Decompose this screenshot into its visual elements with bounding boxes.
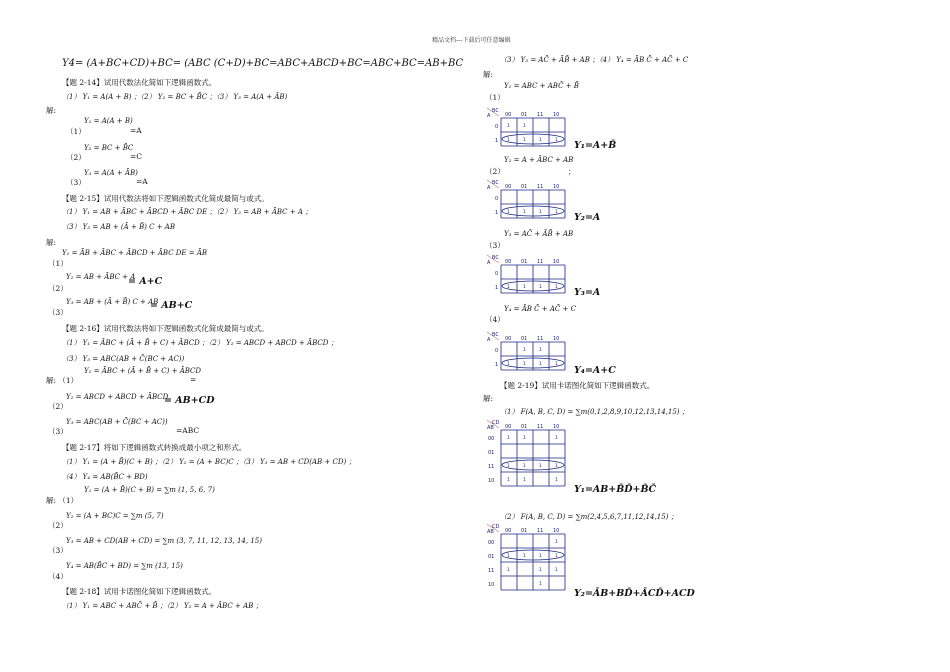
kmap-col-label: 01 [521,424,528,430]
right-line-r18: （1） F(A, B, C, D) = ∑m(0,1,2,8,9,10,12,13,14,15) ； [500,408,689,416]
kmap-col-label: 11 [537,259,544,265]
left-line-l23: Y₃ = AB + (Ā + B̄) C + AB [66,298,159,306]
right-line-r06: （2） [485,167,505,176]
right-line-r13: Y₄ = ĀB C̄ + AC̄ + C [504,305,576,313]
left-line-l14: 【题 2-15】试用代数法将如下逻辑函数式化简成最简与或式。 [62,194,269,203]
left-line-l37: =ABC [176,426,200,435]
kmap-corner-top: BC [492,332,499,338]
kmap-cell-value: 1 [555,362,558,367]
left-line-l09: （2） [66,153,86,162]
kmap-corner-top: CD [492,524,500,530]
right-line-r19: Y₁=AB+B̄D̄+B̄C̄ [574,484,657,495]
left-line-l01: Y4= (A+BC+CD)+BC= (ABC (C+D)+BC=ABC+ABCD+BC=ABC+BC=AB+BC [62,58,464,69]
left-line-l02: 【题 2-14】试用代数法化简如下逻辑函数式。 [62,78,217,87]
left-line-l22: （2） [48,284,68,293]
page-header: 精品文档---下载后可任意编辑 [432,37,511,44]
right-line-r12: Y₃=A [574,287,601,298]
kmap-row-label: 01 [488,554,495,560]
kmap-corner-left: AB [487,425,494,431]
kmap-corner-left: AB [487,529,494,535]
kmap-cell-value: 1 [555,554,558,559]
kmap-row-label: 1 [495,285,499,291]
kmap-col-label: 00 [505,112,512,118]
kmap-col-label: 10 [553,424,560,430]
right-line-r08: ； [568,167,576,176]
left-line-l50: （1） Y₁ = ABC + ABC̄ + B̄ ；（2） Y₂ = A + ĀBC + AB ； [62,602,263,610]
left-line-l29: Y₁ = ĀBC + (Ā + B̄ + C) + ĀBCD [84,367,202,375]
left-line-l46: （3） [48,546,68,555]
kmap-cell-value: 1 [507,436,510,441]
left-line-l10: =C [130,152,143,161]
left-line-l33: = AB+CD [164,395,215,406]
kmap-cell-value: 1 [523,348,526,353]
kmap-row-label: 0 [495,124,499,130]
kmap-col-label: 11 [537,336,544,342]
kmap-corner-top: BC [492,255,499,261]
kmap-col-label: 10 [553,336,560,342]
right-line-r09: Y₂=A [574,212,601,223]
kmap-col-label: 01 [521,528,528,534]
kmap-col-label: 00 [505,184,512,190]
kmap-k2 [487,180,569,222]
kmap-row-label: 1 [495,210,499,216]
kmap-cell-value: 1 [555,138,558,143]
kmap-cell-value: 1 [539,554,542,559]
kmap-col-label: 00 [505,259,512,265]
left-line-l31: = [190,375,197,384]
kmap-cell-value: 1 [539,285,542,290]
kmap-cell-value: 1 [523,478,526,483]
right-line-r05: Y₁=A+B̄ [574,140,617,151]
left-line-l24: = AB+C [150,300,193,311]
kmap-col-label: 11 [537,112,544,118]
left-line-l32: Y₂ = ABCD + ABCD + ĀBCD [66,393,169,401]
kmap-corner-top: CD [492,420,500,426]
right-line-r07: Y₂ = A + ĀBC + AB [504,156,574,164]
kmap-col-label: 10 [553,184,560,190]
kmap-col-label: 00 [505,336,512,342]
kmap-cell-value: 1 [507,138,510,143]
left-line-l35: Y₃ = ABC(AB + C̄(BC + AC)) [66,418,168,426]
left-line-l26: 【题 2-16】试用代数法将如下逻辑函数式化简成最简与或式。 [62,324,269,333]
left-line-l30: 解: （1） [46,376,79,385]
kmap-row-label: 0 [495,271,499,277]
left-line-l07: =A [130,126,142,135]
kmap-cell-value: 1 [523,124,526,129]
kmap-cell-value: 1 [539,582,542,587]
kmap-cell-value: 1 [539,210,542,215]
left-line-l28: （3） Y₃ = ABC(AB + C̄(BC + AC)) [62,355,185,363]
left-line-l12: （3） [66,178,86,187]
left-line-l06: （1） [66,127,86,136]
kmap-col-label: 01 [521,184,528,190]
kmap-row-label: 10 [488,478,495,484]
left-line-l04: 解: [46,106,57,115]
kmap-cell-value: 1 [523,362,526,367]
left-line-l18: Y₁ = ĀB + ĀBC + ĀBCD + ĀBC DE = ĀB [62,249,208,257]
kmap-cell-value: 1 [523,464,526,469]
left-line-l16: （3） Y₃ = AB + (Ā + B̄) C + AB [62,223,176,231]
kmap-col-label: 10 [553,528,560,534]
left-line-l20: Y₂ = AB + ĀBC + A [66,273,136,281]
left-line-l34: （2） [48,402,68,411]
kmap-cell-value: 1 [539,348,542,353]
left-line-l25: （3） [48,308,68,317]
kmap-cell-value: 1 [539,362,542,367]
left-line-l36: （3） [48,427,68,436]
left-line-l21: = A+C [128,276,163,287]
kmap-grid-k2 [487,180,569,222]
kmap-col-label: 01 [521,336,528,342]
right-line-r11: （3） [485,241,505,250]
kmap-col-label: 00 [505,424,512,430]
kmap-grid-k3 [487,255,569,297]
kmap-grid-k1 [487,108,569,150]
kmap-col-label: 11 [537,528,544,534]
left-line-l13: =A [136,177,148,186]
right-line-r17: 解: [483,394,494,403]
kmap-col-label: 00 [505,528,512,534]
kmap-cell-value: 1 [523,285,526,290]
kmap-cell-value: 1 [539,464,542,469]
kmap-row-label: 10 [488,582,495,588]
kmap-corner-left: A [487,113,491,119]
right-line-r03: Y₁ = ABC + ABC̄ + B̄ [504,82,579,90]
kmap-cell-value: 1 [507,464,510,469]
kmap-row-label: 1 [495,138,499,144]
left-line-l08: Y₂ = BC + B̄C [84,144,134,152]
right-line-r14: （4） [485,315,505,324]
kmap-col-label: 01 [521,112,528,118]
kmap-row-label: 01 [488,450,495,456]
kmap-corner-top: BC [492,108,499,114]
kmap-cell-value: 1 [507,478,510,483]
kmap-cell-value: 1 [555,464,558,469]
kmap-k1 [487,108,569,150]
left-line-l40: （4） Y₄ = AB(B̄C + BD) [62,473,148,481]
kmap-cell-value: 1 [507,124,510,129]
kmap-k3 [487,255,569,297]
kmap-corner-top: BC [492,180,499,186]
kmap-cell-value: 1 [507,554,510,559]
left-line-l43: Y₂ = (A + BC)C = ∑m (5, 7) [66,512,164,520]
kmap-cell-value: 1 [523,210,526,215]
kmap-row-label: 11 [488,568,495,574]
kmap-cell-value: 1 [539,568,542,573]
kmap-cell-value: 1 [555,540,558,545]
left-line-l11: Y₃ = A(A + ĀB) [84,169,138,177]
kmap-cell-value: 1 [507,285,510,290]
kmap-cell-value: 1 [523,436,526,441]
kmap-grid-k5 [487,420,569,490]
kmap-cell-value: 1 [507,568,510,573]
kmap-cell-value: 1 [523,138,526,143]
right-line-r02: 解: [483,70,494,79]
left-line-l05: Y₁ = A(A + B) [84,117,133,125]
left-line-l27: （1） Y₁ = ĀBC + (Ā + B̄ + C) + ĀBCD ；（2） Y₂ = ABCD + ABCD + ĀBCD ； [62,339,338,347]
left-line-l19: （1） [48,259,68,268]
right-line-r10: Y₃ = AC̄ + ĀB̄ + AB [504,230,574,238]
left-line-l44: （2） [48,521,68,530]
right-line-r21: Y₂=ĀB+BD̄+ĀCD̄+ACD [574,588,695,599]
left-line-l42: 解: （1） [46,496,79,505]
left-line-l48: （4） [48,572,68,581]
right-line-r15: Y₄=A+C [574,365,616,376]
left-line-l45: Y₃ = AB + CD(AB + CD) = ∑m (3, 7, 11, 12, 13, 14, 15) [66,537,262,545]
kmap-corner-left: A [487,337,491,343]
left-line-l17: 解: [46,238,57,247]
kmap-cell-value: 1 [523,554,526,559]
right-line-r01: （3） Y₃ = AC̄ + ĀB̄ + AB ；（4） Y₄ = ĀB C̄ + AC̄ + C [500,56,689,64]
kmap-corner-left: A [487,185,491,191]
kmap-row-label: 1 [495,362,499,368]
right-line-r16: 【题 2-19】试用卡诺图化简如下逻辑函数式。 [500,381,655,390]
kmap-row-label: 0 [495,196,499,202]
left-line-l39: （1） Y₁ = (A + B̄)(C + B) ；（2） Y₂ = (A + BC)C ；（3） Y₃ = AB + CD(AB + CD) ； [62,458,356,466]
kmap-cell-value: 1 [555,478,558,483]
kmap-cell-value: 1 [555,285,558,290]
kmap-cell-value: 1 [539,138,542,143]
left-line-l38: 【题 2-17】将如下逻辑函数式转换成最小项之和形式。 [62,443,247,452]
kmap-cell-value: 1 [507,210,510,215]
right-line-r04: （1） [485,93,505,102]
left-line-l49: 【题 2-18】试用卡诺图化简如下逻辑函数式。 [62,587,217,596]
kmap-row-label: 00 [488,540,495,546]
left-line-l41: Y₁ = (A + B̄)(C + B) = ∑m (1, 5, 6, 7) [84,486,215,494]
kmap-col-label: 11 [537,184,544,190]
kmap-col-label: 01 [521,259,528,265]
kmap-grid-k6 [487,524,569,594]
kmap-col-label: 10 [553,112,560,118]
kmap-col-label: 11 [537,424,544,430]
kmap-cell-value: 1 [555,210,558,215]
kmap-k6 [487,524,569,594]
kmap-k5 [487,420,569,490]
kmap-row-label: 0 [495,348,499,354]
kmap-cell-value: 1 [555,436,558,441]
kmap-cell-value: 1 [555,568,558,573]
kmap-cell-value: 1 [507,362,510,367]
kmap-grid-k4 [487,332,569,374]
kmap-col-label: 10 [553,259,560,265]
kmap-k4 [487,332,569,374]
right-line-r20: （2） F(A, B, C, D) = ∑m(2,4,5,6,7,11,12,14,15) ； [500,513,678,521]
kmap-row-label: 00 [488,436,495,442]
left-line-l03: （1） Y₁ = A(A + B) ；（2） Y₂ = BC + B̄C ；（3） Y₃ = A(A + ĀB) [62,93,288,101]
left-line-l15: （1） Y₁ = AB + ĀBC + ĀBCD + ĀBC DE ；（2） Y₂ = AB + ĀBC + A ； [62,208,313,216]
kmap-row-label: 11 [488,464,495,470]
kmap-corner-left: A [487,260,491,266]
left-line-l47: Y₄ = AB(B̄C + BD) = ∑m (13, 15) [66,562,183,570]
